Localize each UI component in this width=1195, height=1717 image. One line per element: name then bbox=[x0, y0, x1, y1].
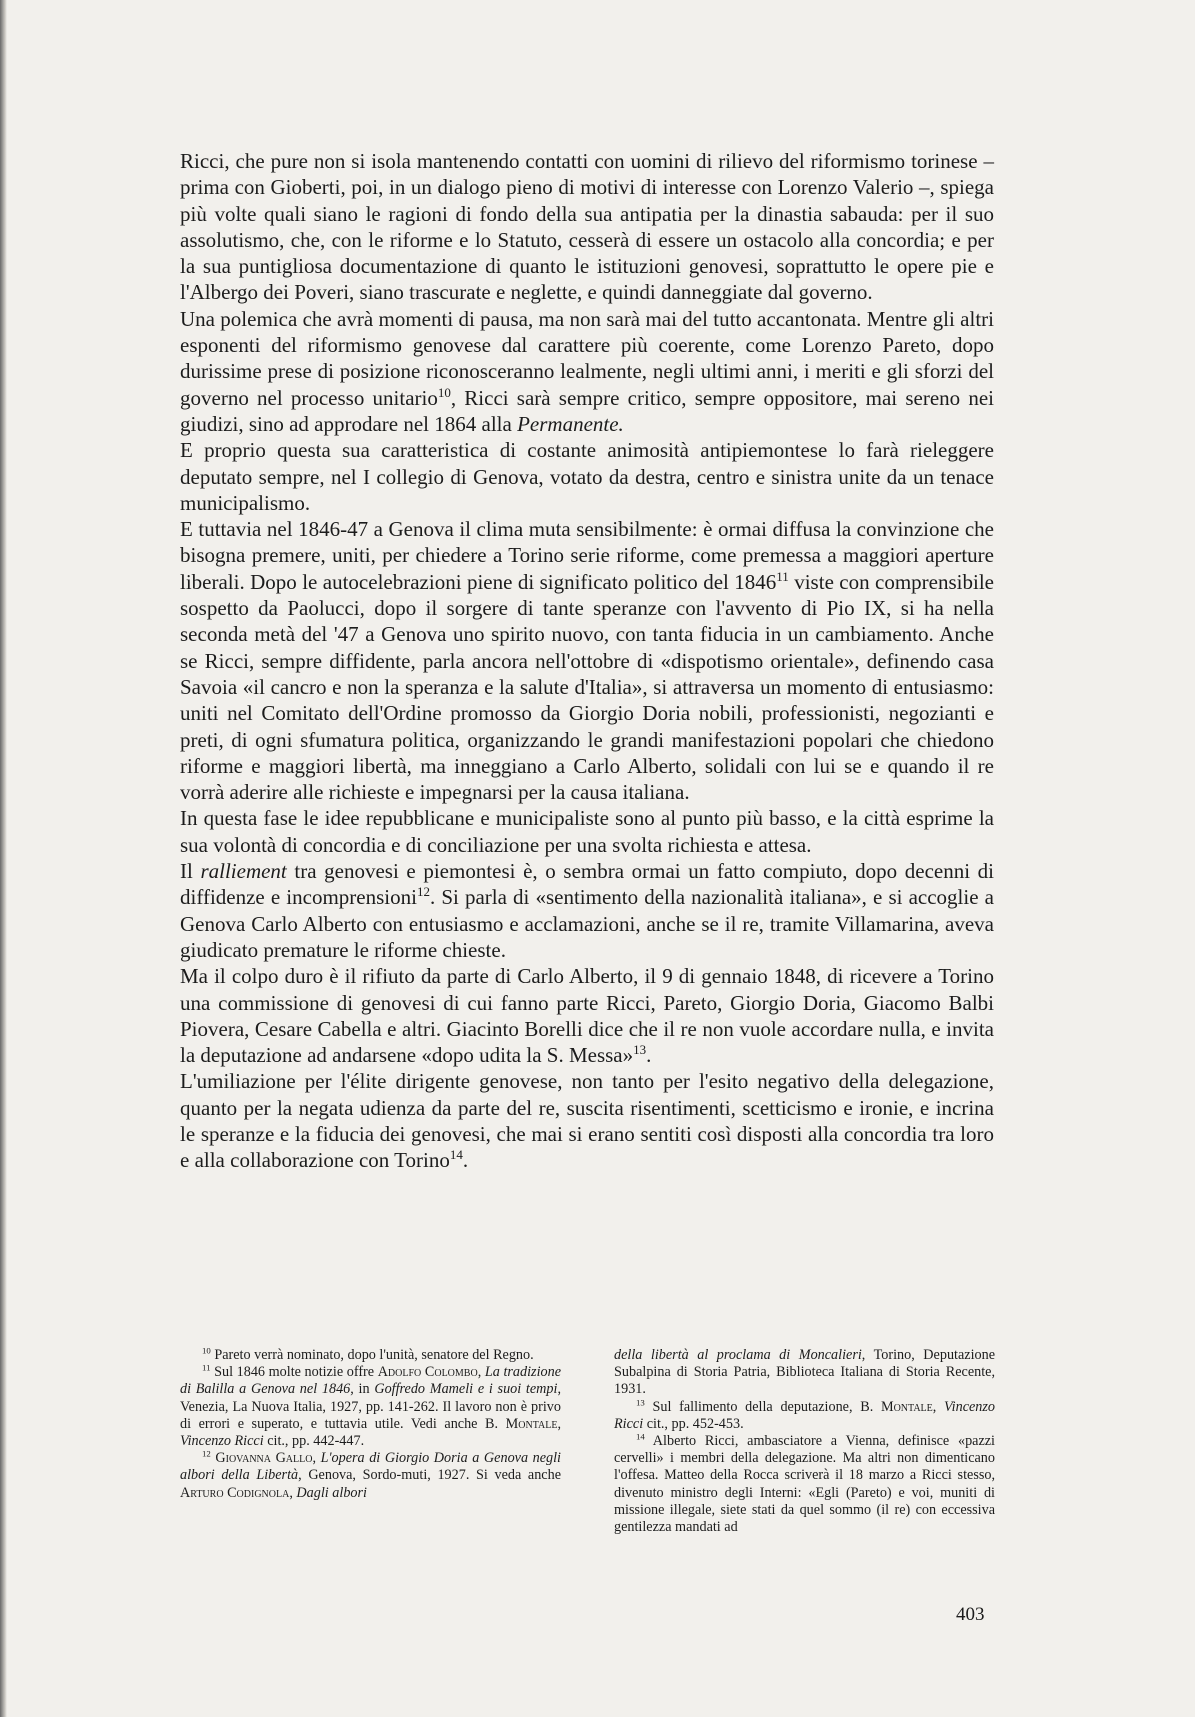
footnote-ref-13[interactable]: 13 bbox=[633, 1042, 647, 1058]
footnotes bbox=[180, 1347, 995, 1536]
paragraph-1: Ricci, che pure non si isola mantenendo contatti con uomini di rilievo del riformismo torinese – prima con Gioberti, poi, in un dialogo pieno di motivi di interesse con Lorenzo Valerio –, spiega più volte quali siano le ragioni di fondo della sua antipatia per la dinastia sabauda: per il suo assolutismo, che, con le riforme e lo Statuto, cesserà di essere un ostacolo alla concordia; e per la sua puntigliosa documentazione di quanto le istituzioni genovesi, soprattutto le opere pie e l'Albergo dei Poveri, siano trascurate e neglette, e quindi danneggiate dal governo. bbox=[180, 149, 994, 305]
paragraph-5: In questa fase le idee repubblicane e municipaliste sono al punto più basso, e la città esprime la sua volontà di concordia e di conciliazione per una svolta richiesta e attesa. bbox=[180, 806, 994, 857]
footnote-11: $^{11}$ Sul 1846 molte notizie offre Adolfo Colombo, La tradizione di Balilla a Genova nel 1846, in Goffredo Mameli e i suoi tempi, Venezia, La Nuova Italia, 1927, pp. 141-262. Il lavoro non è privo di errori e superato, e tuttavia utile. Vedi anche B. Montale, Vincenzo Ricci cit., pp. 442-447. bbox=[180, 1362, 561, 1450]
page-binding-edge bbox=[0, 0, 7, 1717]
footnote-12-continued: della libertà al proclama di Moncalieri, Torino, Deputazione Subalpina di Storia Patria, Biblioteca Italiana di Storia Recente, 1931. bbox=[614, 1347, 995, 1398]
footnotes-left-column bbox=[180, 1347, 561, 1536]
footnote-ref-14[interactable]: 14 bbox=[449, 1147, 463, 1163]
page-number: 403 bbox=[956, 1604, 985, 1625]
footnote-13: $^{13}$ Sul fallimento della deputazione, B. Montale, Vincenzo Ricci cit., pp. 452-453. bbox=[614, 1396, 995, 1432]
paragraph-6: Il ralliement tra genovesi e piemontesi è, o sembra ormai un fatto compiuto, dopo decenni di diffidenze e incomprensioni$^{12}$. Si parla di «sentimento della nazionalità italiana», e si accoglie a Genova Carlo Alberto con entusiasmo e acclamazioni, anche se il re, tramite Villamarina, aveva giudicato premature le riforme chieste. bbox=[180, 859, 995, 962]
paragraph-2: Una polemica che avrà momenti di pausa, ma non sarà mai del tutto accantonata. Mentre gli altri esponenti del riformismo genovese dal carattere più coerente, come Lorenzo Pareto, dopo durissime prese di posizione riconosceranno lealmente, negli ultimi anni, i meriti e gli sforzi del governo nel processo unitario$^{10}$, Ricci sarà sempre critico, sempre oppositore, mai sereno nei giudizi, sino ad approdare nel 1864 alla Permanente. bbox=[180, 306, 994, 436]
footnote-10: $^{10}$ Pareto verrà nominato, dopo l'unità, senatore del Regno. bbox=[202, 1345, 534, 1363]
footnote-14: $^{14}$ Alberto Ricci, ambasciatore a Vienna, definisce «pazzi cervelli» i membri della delegazione. Ma altri non dimenticano l'offesa. Matteo della Rocca scriverà il 18 marzo a Ricci stesso, divenuto ministro degli Interni: «Egli (Pareto) e voi, muniti di missione illegale, siete stati da quel sommo (il re) con eccessiva gentilezza mandati ad bbox=[614, 1431, 995, 1536]
footnote-ref-12[interactable]: 12 bbox=[416, 884, 430, 900]
main-text bbox=[180, 148, 994, 1174]
paragraph-7: Ma il colpo duro è il rifiuto da parte di Carlo Alberto, il 9 di gennaio 1848, di ricevere a Torino una commissione di genovesi di cui fanno parte Ricci, Pareto, Giorgio Doria, Giacomo Balbi Piovera, Cesare Cabella e altri. Giacinto Borelli dice che il re non vuole accordare nulla, e invita la deputazione ad andarsene «dopo udita la S. Messa»$^{13}$. bbox=[180, 964, 994, 1068]
footnote-12: $^{12}$ Giovanna Gallo, L'opera di Giorgio Doria a Genova negli albori della Libertà, Genova, Sordo-muti, 1927. Si veda anche Arturo Codignola, Dagli albori bbox=[180, 1448, 562, 1501]
footnotes-right-column bbox=[614, 1347, 995, 1536]
paragraph-4: E tuttavia nel 1846-47 a Genova il clima muta sensibilmente: è ormai diffusa la convinzione che bisogna premere, uniti, per chiedere a Torino serie riforme, come premessa a maggiori aperture liberali. Dopo le autocelebrazioni piene di significato politico del 1846$^{11}$ viste con comprensibile sospetto da Paolucci, dopo il sorgere di tante speranze con l'avvento di Pio IX, si ha nella seconda metà del '47 a Genova uno spirito nuovo, con tanta fiducia in un cambiamento. Anche se Ricci, sempre diffidente, parla ancora nell'ottobre di «dispotismo orientale», definendo casa Savoia «il cancro e non la speranza e la salute d'Italia», si attraversa un momento di entusiasmo: uniti nel Comitato dell'Ordine promosso da Giorgio Doria nobili, professionisti, negozianti e preti, di ogni sfumatura politica, organizzando le grandi manifestazioni popolari che chiedono riforme e maggiori libertà, ma inneggiano a Carlo Alberto, solidali con lui se e quando il re vorrà aderire alle richieste e impegnarsi per la causa italiana. bbox=[180, 517, 994, 805]
footnote-ref-10[interactable]: 10 bbox=[437, 384, 451, 400]
paragraph-3: E proprio questa sua caratteristica di costante animosità antipiemontese lo farà rieleggere deputato sempre, nel I collegio di Genova, votato da destra, centro e sinistra unite da un tenace municipalismo. bbox=[180, 438, 994, 515]
footnote-ref-11[interactable]: 11 bbox=[776, 568, 789, 584]
paragraph-8: L'umiliazione per l'élite dirigente genovese, non tanto per l'esito negativo della delegazione, quanto per la negata udienza da parte del re, suscita risentimenti, scetticismo e ironie, e incrina le speranze e la fiducia dei genovesi, che mai si erano sentiti così disposti alla concordia tra loro e alla collaborazione con Torino$^{14}$. bbox=[180, 1069, 994, 1173]
